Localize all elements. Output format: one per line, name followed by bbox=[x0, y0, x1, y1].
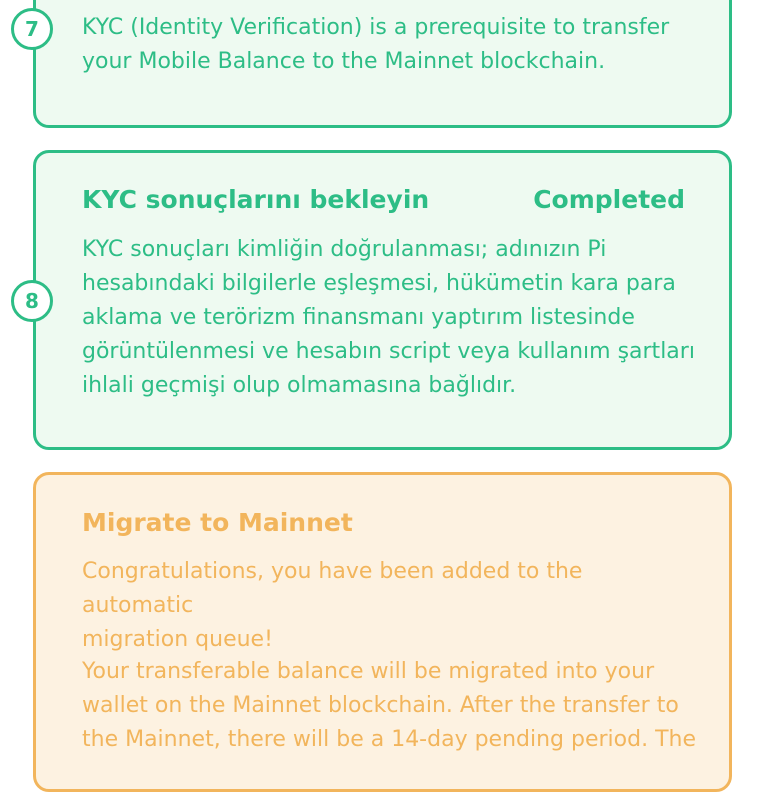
step-8-status: Completed bbox=[533, 185, 685, 214]
migrate-title: Migrate to Mainnet bbox=[82, 508, 353, 537]
step-8-number: 8 bbox=[25, 289, 39, 313]
step-7-number-badge bbox=[11, 8, 53, 50]
migrate-congrats-text: Congratulations, you have been added to the automatic migration queue! bbox=[82, 559, 583, 652]
step-7-description: KYC (Identity Verification) is a prerequisite to transfer your Mobile Balance to the Mainnet blockchain. bbox=[82, 15, 670, 74]
step-7-number: 7 bbox=[25, 17, 39, 41]
step-8-title: KYC sonuçlarını bekleyin bbox=[82, 185, 430, 214]
migrate-balance-text: Your transferable balance will be migrated into your wallet on the Mainnet blockchain. After the transfer to the Mainnet, there will be a 14-day pending period. The bbox=[82, 659, 696, 752]
step-8-number-badge bbox=[11, 280, 53, 322]
step-8-description: KYC sonuçları kimliğin doğrulanması; adınızın Pi hesabındaki bilgilerle eşleşmesi, hükümetin kara para aklama ve terörizm finansmanı yaptırım listesinde görüntülenmesi ve hesabın script veya kullanım şartları ihlali geçmişi olup olmamasına bağlıdır. bbox=[82, 237, 695, 398]
